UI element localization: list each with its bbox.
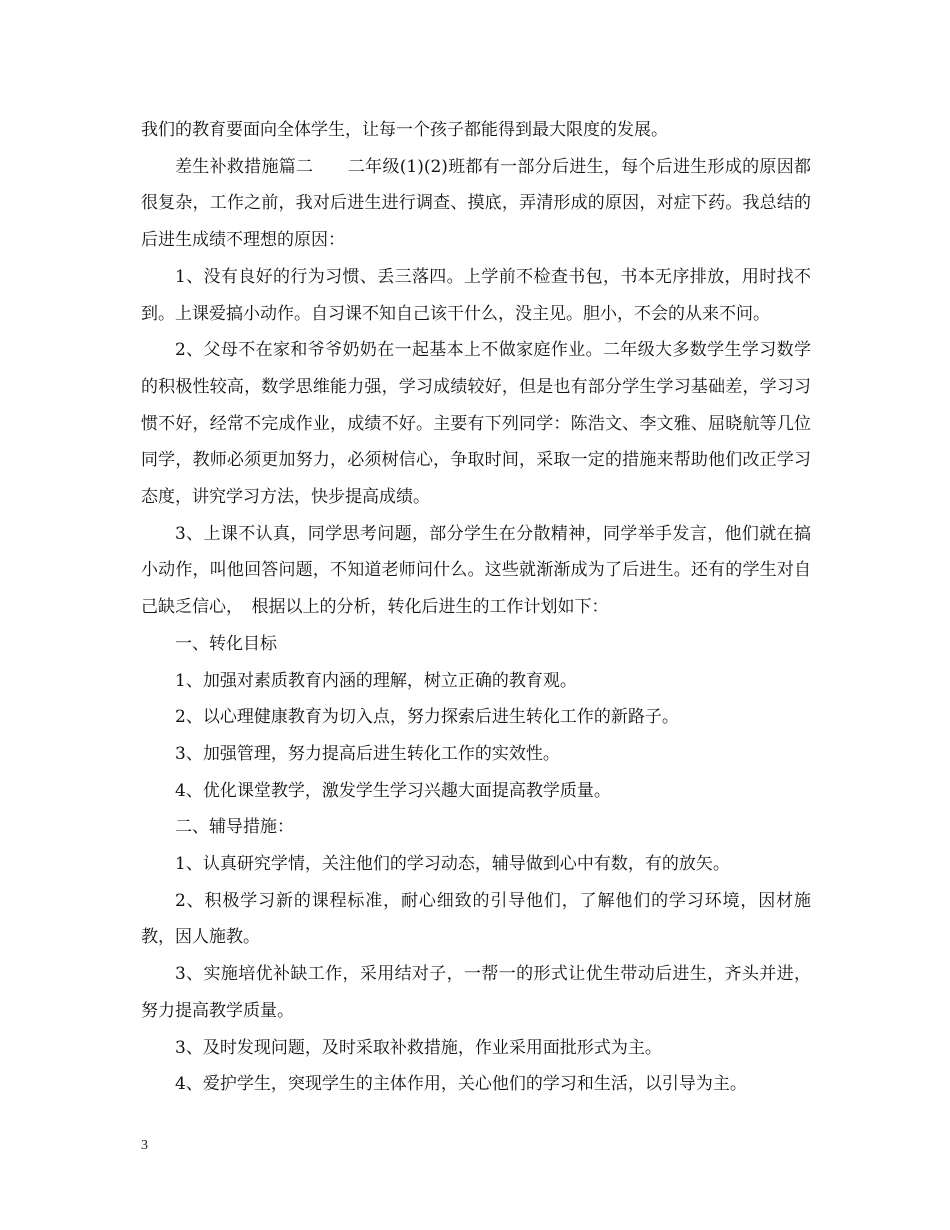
- paragraph-3: 1、没有良好的行为习惯、丢三落四。上学前不检查书包，书本无序排放，用时找不到。上课爱搞小动作。自习课不知自己该干什么，没主见。胆小，不会的从来不问。: [141, 266, 811, 324]
- page-number: 3: [141, 1138, 148, 1153]
- section-heading-measures: 二、辅导措施：: [175, 817, 294, 838]
- goal-item-3: 3、加强管理，努力提高后进生转化工作的实效性。: [175, 743, 560, 764]
- paragraph-1: 我们的教育要面向全体学生，让每一个孩子都能得到最大限度的发展。: [141, 120, 668, 140]
- paragraph-2: 差生补救措施篇二 二年级(1)(2)班都有一部分后进生，每个后进生形成的原因都很复杂，工作之前，我对后进生进行调查、摸底，弄清形成的原因，对症下药。我总结的后进生成绩不理想的原因：: [141, 156, 811, 251]
- paragraph-4: 2、父母不在家和爷爷奶奶在一起基本上不做家庭作业。二年级大多数学生学习数学的积极性较高，数学思维能力强，学习成绩较好，但是也有部分学生学习基础差，学习习惯不好，经常不完成作业，成绩不好。主要有下列同学：陈浩文、李文雅、屈晓航等几位同学，教师必须更加努力，必须树信心，争取时间，采取一定的措施来帮助他们改正学习态度，讲究学习方法，快步提高成绩。: [141, 340, 811, 508]
- measure-item-2: 2、积极学习新的课程标准，耐心细致的引导他们，了解他们的学习环境，因材施教，因人施教。: [141, 890, 811, 948]
- document-body: [141, 112, 811, 1103]
- measure-item-4: 3、及时发现问题，及时采取补救措施，作业采用面批形式为主。: [175, 1037, 662, 1058]
- measure-item-1: 1、认真研究学情，关注他们的学习动态，辅导做到心中有数，有的放矢。: [175, 854, 730, 875]
- goal-item-2: 2、以心理健康教育为切入点，努力探索后进生转化工作的新路子。: [175, 707, 679, 728]
- measure-item-5: 4、爱护学生，突现学生的主体作用，关心他们的学习和生活，以引导为主。: [175, 1074, 747, 1095]
- measure-item-3: 3、实施培优补缺工作，采用结对子，一帮一的形式让优生带动后进生，齐头并进，努力提高教学质量。: [141, 964, 811, 1021]
- goal-item-1: 1、加强对素质教育内涵的理解，树立正确的教育观。: [175, 670, 577, 691]
- section-heading-goals: 一、转化目标: [175, 633, 277, 654]
- goal-item-4: 4、优化课堂教学，激发学生学习兴趣大面提高教学质量。: [175, 780, 611, 801]
- paragraph-5: 3、上课不认真，同学思考问题，部分学生在分散精神，同学举手发言，他们就在搞小动作，叫他回答问题，不知道老师问什么。这些就渐渐成为了后进生。还有的学生对自己缺乏信心， 根据以上的分析，转化后进生的工作计划如下：: [141, 523, 811, 618]
